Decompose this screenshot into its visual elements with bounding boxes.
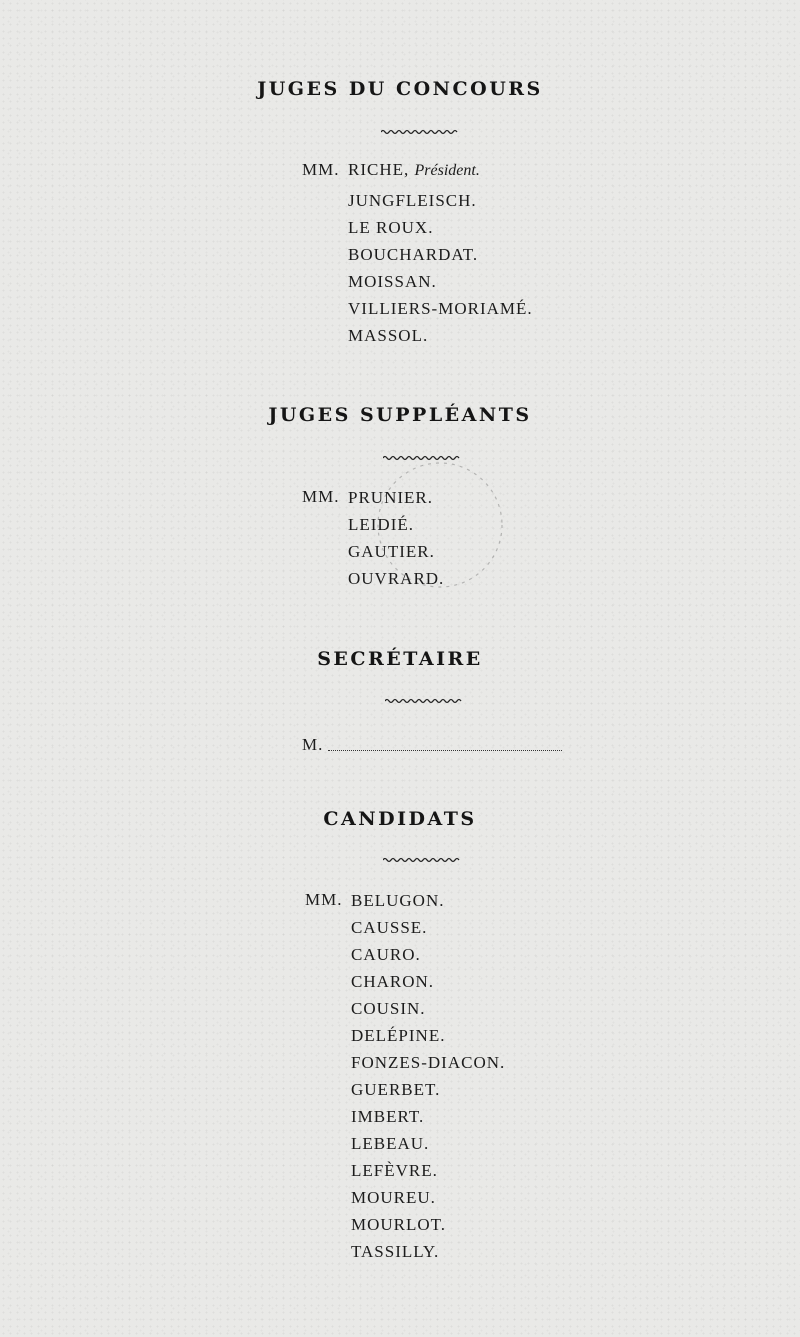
candidate-name: MOURLOT.	[351, 1215, 447, 1234]
judges-prefix: MM.	[302, 160, 340, 179]
candidate-name: LEBEAU.	[351, 1134, 430, 1153]
president-entry	[348, 160, 480, 180]
candidate-name: CAUSSE.	[351, 918, 428, 937]
judge-name: BOUCHARDAT.	[348, 245, 479, 264]
judges-heading: JUGES DU CONCOURS	[257, 78, 543, 100]
judge-name: MOISSAN.	[348, 272, 437, 291]
candidate-name: BELUGON.	[351, 891, 445, 910]
wavy-ornament-icon	[385, 697, 463, 705]
candidate-name: TASSILLY.	[351, 1242, 440, 1261]
president-name: RICHE,	[348, 160, 410, 179]
candidate-name: CHARON.	[351, 972, 435, 991]
candidates-list	[351, 887, 505, 1265]
candidate-name: FONZES-DIACON.	[351, 1053, 506, 1072]
president-role: Président.	[414, 162, 480, 179]
candidate-name: LEFÈVRE.	[351, 1161, 438, 1180]
judges-list	[348, 187, 533, 349]
substitute-name: GAUTIER.	[348, 542, 435, 561]
wavy-ornament-icon	[383, 856, 461, 864]
candidates-prefix: MM.	[305, 890, 343, 909]
substitute-name: PRUNIER.	[348, 488, 433, 507]
candidate-name: IMBERT.	[351, 1107, 425, 1126]
judge-name: LE ROUX.	[348, 218, 434, 237]
judge-name: MASSOL.	[348, 326, 429, 345]
candidate-name: DELÉPINE.	[351, 1026, 446, 1045]
candidate-name: GUERBET.	[351, 1080, 441, 1099]
substitute-name: OUVRARD.	[348, 569, 445, 588]
secretary-blank-line	[328, 750, 562, 751]
candidate-name: CAURO.	[351, 945, 421, 964]
judge-name: VILLIERS-MORIAMÉ.	[348, 299, 533, 318]
candidate-name: COUSIN.	[351, 999, 426, 1018]
candidates-heading: CANDIDATS	[323, 808, 477, 830]
substitute-name: LEIDIÉ.	[348, 515, 415, 534]
candidate-name: MOUREU.	[351, 1188, 436, 1207]
substitutes-prefix: MM.	[302, 487, 340, 506]
judge-name: JUNGFLEISCH.	[348, 191, 477, 210]
secretary-prefix: M.	[302, 735, 324, 754]
substitutes-heading: JUGES SUPPLÉANTS	[268, 404, 532, 426]
secretary-heading: SECRÉTAIRE	[317, 648, 483, 670]
substitutes-list	[348, 484, 444, 592]
wavy-ornament-icon	[381, 128, 459, 136]
